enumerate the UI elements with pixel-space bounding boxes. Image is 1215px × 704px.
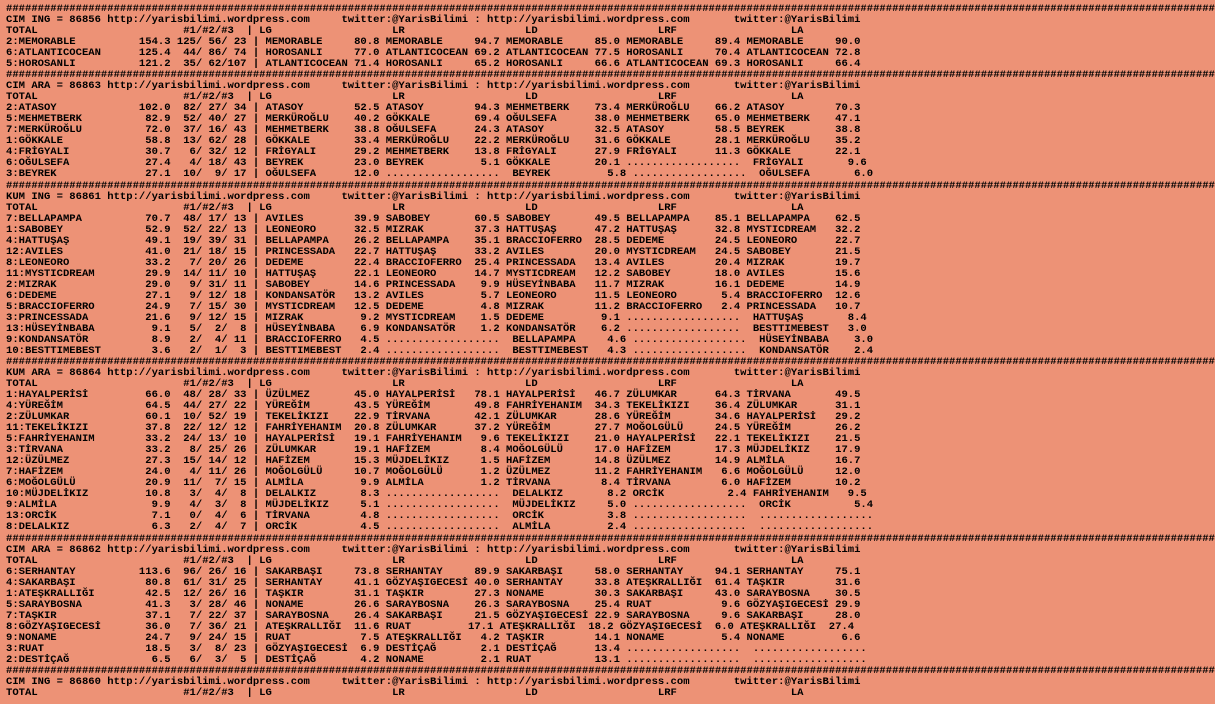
result-line: 2:MIZRAK 29.0 9/ 31/ 11 | SABOBEY 14.6 PRINCESSADA 9.9 HÜSEYİNBABA 11.7 MIZRAK 16.1 DEDEME 14.9 <box>6 278 861 291</box>
result-line: 2:ZÜLUMKAR 60.1 10/ 52/ 19 | TEKELİKIZI 22.9 TİRVANA 42.1 ZÜLUMKAR 28.6 YÜREĞİM 34.6 HAYALPERİSİ 29.2 <box>6 411 861 424</box>
result-line: 1:ATEŞKRALLIĞI 42.5 12/ 26/ 16 | TAŞKIR 31.1 TAŞKIR 27.3 NONAME 30.3 SAKARBAŞI 43.0 SARAYBOSNA 30.5 <box>6 587 861 600</box>
race-header-line: CIM ARA = 86862 http://yarisbilimi.wordpress.com twitter:@YarisBilimi : http://yarisbilimi.wordpress.com twitter:@YarisBilimi <box>6 543 861 556</box>
result-line: 8:LEONEORO 33.2 7/ 20/ 26 | DEDEME 22.4 BRACCIOFERRO 25.4 PRINCESSADA 13.4 AVILES 20.4 MIZRAK 19.7 <box>6 256 861 269</box>
separator-line: ############################################################################################################################################################################################### <box>6 3 1215 15</box>
result-line: 1:GÖKKALE 58.8 13/ 62/ 28 | GÖKKALE 33.4 MERKÜROĞLU 22.2 MERKÜROĞLU 31.6 GÖKKALE 28.1 MERKÜROĞLU 35.2 <box>6 135 861 148</box>
result-line: 9:KONDANSATÖR 8.9 2/ 4/ 11 | BRACCIOFERRO 4.5 .................. BELLAPAMPA 4.6 .................. HÜSEYİNBABA 3.0 <box>6 333 874 346</box>
column-header-line: TOTAL #1/#2/#3 | LG LR LD LRF LA <box>6 554 804 567</box>
result-line: 4:SAKARBAŞI 80.8 61/ 31/ 25 | SERHANTAY 41.1 GÖZYAŞIGECESİ 40.0 SERHANTAY 33.8 ATEŞKRALLIĞI 61.4 TAŞKIR 31.6 <box>6 576 861 589</box>
race-header-line: KUM ING = 86861 http://yarisbilimi.wordpress.com twitter:@YarisBilimi : http://yarisbilimi.wordpress.com twitter:@YarisBilimi <box>6 190 861 203</box>
result-line: 6:MOĞOLGÜLÜ 20.9 11/ 7/ 15 | ALMİLA 9.9 ALMİLA 1.2 TİRVANA 8.4 TİRVANA 6.0 HAFİZEM 10.2 <box>6 477 861 490</box>
column-header-line: TOTAL #1/#2/#3 | LG LR LD LRF LA <box>6 91 804 104</box>
result-line: 3:PRINCESSADA 21.6 9/ 12/ 15 | MIZRAK 9.2 MYSTICDREAM 1.5 DEDEME 9.1 .................. HATTUŞAŞ 8.4 <box>6 311 867 324</box>
result-line: 7:MERKÜROĞLU 72.0 37/ 16/ 43 | MEHMETBERK 38.8 OĞULSEFA 24.3 ATASOY 32.5 ATASOY 58.5 BEYREK 38.8 <box>6 124 861 137</box>
separator-line: ############################################################################################################################################################################################### <box>6 69 1215 82</box>
column-header-line: TOTAL #1/#2/#3 | LG LR LD LRF LA <box>6 201 804 214</box>
separator-line: ############################################################################################################################################################################################### <box>6 532 1215 545</box>
race-header-line: CIM ING = 86860 http://yarisbilimi.wordpress.com twitter:@YarisBilimi : http://yarisbilimi.wordpress.com twitter:@YarisBilimi <box>6 675 861 688</box>
result-line: 5:MEHMETBERK 82.9 52/ 40/ 27 | MERKÜROĞLU 40.2 GÖKKALE 69.4 OĞULSEFA 38.0 MEHMETBERK 65.0 MEHMETBERK 47.1 <box>6 113 861 126</box>
result-line: 5:SARAYBOSNA 41.3 3/ 28/ 46 | NONAME 26.6 SARAYBOSNA 26.3 SARAYBOSNA 25.4 RUAT 9.6 GÖZYAŞIGECESİ 29.9 <box>6 598 861 611</box>
result-line: 4:FRİGYALI 30.7 6/ 32/ 12 | FRİGYALI 29.2 MEHMETBERK 13.8 FRİGYALI 27.9 FRİGYALI 11.3 GÖKKALE 22.1 <box>6 146 861 159</box>
result-line: 6:OĞULSEFA 27.4 4/ 18/ 43 | BEYREK 23.0 BEYREK 5.1 GÖKKALE 20.1 .................. FRİGYALI 9.6 <box>6 157 867 170</box>
race-header-line: CIM ING = 86856 http://yarisbilimi.wordpress.com twitter:@YarisBilimi : http://yarisbilimi.wordpress.com twitter:@YarisBilimi <box>6 14 861 27</box>
result-line: 8:GÖZYAŞIGECESİ 36.0 7/ 36/ 21 | ATEŞKRALLIĞI 11.6 RUAT 17.1 ATEŞKRALLIĞI 18.2 GÖZYAŞIGECESİ 6.0 ATEŞKRALLIĞI 27.4 <box>6 620 855 633</box>
result-line: 12:AVILES 41.0 21/ 18/ 15 | PRINCESSADA 22.7 HATTUŞAŞ 33.2 AVILES 20.0 MYSTICDREAM 24.5 SABOBEY 21.5 <box>6 245 861 258</box>
results-text-sheet <box>6 4 1215 699</box>
column-header-line: TOTAL #1/#2/#3 | LG LR LD LRF LA <box>6 686 804 699</box>
result-line: 9:NONAME 24.7 9/ 24/ 15 | RUAT 7.5 ATEŞKRALLIĞI 4.2 TAŞKIR 14.1 NONAME 5.4 NONAME 6.6 <box>6 631 861 644</box>
result-line: 4:HATTUŞAŞ 49.1 19/ 39/ 31 | BELLAPAMPA 26.2 BELLAPAMPA 35.1 BRACCIOFERRO 28.5 DEDEME 24.5 LEONEORO 22.7 <box>6 234 861 247</box>
result-line: 6:ATLANTICOCEAN 125.4 44/ 86/ 74 | HOROSANLI 77.0 ATLANTICOCEAN 69.2 ATLANTICOCEAN 77.5 HOROSANLI 70.4 ATLANTICOCEAN 72.8 <box>6 47 861 60</box>
result-line: 7:HAFİZEM 24.0 4/ 11/ 26 | MOĞOLGÜLÜ 10.7 MOĞOLGÜLÜ 1.2 ÜZÜLMEZ 11.2 FAHRİYEHANIM 6.6 MOĞOLGÜLÜ 12.0 <box>6 466 861 479</box>
result-line: 2:ATASOY 102.0 82/ 27/ 34 | ATASOY 52.5 ATASOY 94.3 MEHMETBERK 73.4 MERKÜROĞLU 66.2 ATASOY 70.3 <box>6 102 861 115</box>
result-line: 1:HAYALPERİSİ 66.0 48/ 28/ 33 | ÜZÜLMEZ 45.0 HAYALPERİSİ 78.1 HAYALPERİSİ 46.7 ZÜLUMKAR 64.3 TİRVANA 49.5 <box>6 389 861 402</box>
result-line: 1:SABOBEY 52.9 52/ 22/ 13 | LEONEORO 32.5 MIZRAK 37.3 HATTUŞAŞ 47.2 HATTUŞAŞ 32.8 MYSTICDREAM 32.2 <box>6 223 861 236</box>
result-line: 12:ÜZÜLMEZ 27.3 15/ 14/ 12 | HAFİZEM 15.3 MÜJDELİKIZ 1.5 HAFİZEM 14.8 ÜZÜLMEZ 14.9 ALMİLA 16.7 <box>6 455 861 468</box>
result-line: 9:ALMİLA 9.9 4/ 3/ 8 | MÜJDELİKIZ 5.1 .................. MÜJDELİKIZ 5.0 .................. ORCİK 5.4 <box>6 499 874 512</box>
result-line: 7:TAŞKIR 37.1 7/ 22/ 37 | SARAYBOSNA 26.4 SAKARBAŞI 21.5 GÖZYAŞIGECESİ 22.9 SARAYBOSNA 9.6 SAKARBAŞI 28.0 <box>6 609 861 622</box>
race-header-line: CIM ARA = 86863 http://yarisbilimi.wordpress.com twitter:@YarisBilimi : http://yarisbilimi.wordpress.com twitter:@YarisBilimi <box>6 80 861 93</box>
separator-line: ############################################################################################################################################################################################### <box>6 356 1215 368</box>
result-line: 8:DELALKIZ 6.3 2/ 4/ 7 | ORCİK 4.5 .................. ALMİLA 2.4 .................. .................. <box>6 521 874 534</box>
result-line: 3:BEYREK 27.1 10/ 9/ 17 | OĞULSEFA 12.0 .................. BEYREK 5.8 .................. OĞULSEFA 6.0 <box>6 168 874 181</box>
column-header-line: TOTAL #1/#2/#3 | LG LR LD LRF LA <box>6 378 804 391</box>
result-line: 13:HÜSEYİNBABA 9.1 5/ 2/ 8 | HÜSEYİNBABA 6.9 KONDANSATÖR 1.2 KONDANSATÖR 6.2 .................. BESTTIMEBEST 3.0 <box>6 322 867 335</box>
result-line: 11:TEKELİKIZI 37.8 22/ 12/ 12 | FAHRİYEHANIM 20.8 ZÜLUMKAR 37.2 YÜREĞİM 27.7 MOĞOLGÜLÜ 24.5 YÜREĞİM 26.2 <box>6 422 861 435</box>
result-line: 10:BESTTIMEBEST 3.6 2/ 1/ 3 | BESTTIMEBEST 2.4 .................. BESTTIMEBEST 4.3 .................. KONDANSATÖR 2.4 <box>6 344 874 357</box>
result-line: 2:MEMORABLE 154.3 125/ 56/ 23 | MEMORABLE 80.8 MEMORABLE 94.7 MEMORABLE 85.0 MEMORABLE 89.4 MEMORABLE 90.0 <box>6 36 861 49</box>
race-header-line: KUM ARA = 86864 http://yarisbilimi.wordpress.com twitter:@YarisBilimi : http://yarisbilimi.wordpress.com twitter:@YarisBilimi <box>6 367 861 380</box>
result-line: 3:TİRVANA 33.2 8/ 25/ 26 | ZÜLUMKAR 19.1 HAFİZEM 8.4 MOĞOLGÜLÜ 17.0 HAFİZEM 17.3 MÜJDELİKIZ 17.9 <box>6 444 861 457</box>
result-line: 13:ORCİK 7.1 0/ 4/ 6 | TİRVANA 4.8 .................. ORCİK 3.8 .................. .................. <box>6 510 874 523</box>
result-line: 6:DEDEME 27.1 9/ 12/ 18 | KONDANSATÖR 13.2 AVILES 5.7 LEONEORO 11.5 LEONEORO 5.4 BRACCIOFERRO 12.6 <box>6 289 861 302</box>
result-line: 7:BELLAPAMPA 70.7 48/ 17/ 13 | AVILES 39.9 SABOBEY 60.5 SABOBEY 49.5 BELLAPAMPA 85.1 BELLAPAMPA 62.5 <box>6 212 861 225</box>
result-line: 5:BRACCIOFERRO 24.9 7/ 15/ 30 | MYSTICDREAM 12.5 DEDEME 4.8 MIZRAK 11.2 BRACCIOFERRO 2.4 PRINCESSADA 10.7 <box>6 300 861 313</box>
separator-line: ############################################################################################################################################################################################### <box>6 664 1215 677</box>
result-line: 11:MYSTICDREAM 29.9 14/ 11/ 10 | HATTUŞAŞ 22.1 LEONEORO 14.7 MYSTICDREAM 12.2 SABOBEY 18.0 AVILES 15.6 <box>6 267 861 280</box>
result-line: 5:HOROSANLI 121.2 35/ 62/107 | ATLANTICOCEAN 71.4 HOROSANLI 65.2 HOROSANLI 66.6 ATLANTICOCEAN 69.3 HOROSANLI 66.4 <box>6 58 861 71</box>
result-line: 5:FAHRİYEHANIM 33.2 24/ 13/ 10 | HAYALPERİSİ 19.1 FAHRİYEHANIM 9.6 TEKELİKIZI 21.0 HAYALPERİSİ 22.1 TEKELİKIZI 21.5 <box>6 433 861 446</box>
result-line: 2:DESTİÇAĞ 6.5 6/ 3/ 5 | DESTİÇAĞ 4.2 NONAME 2.1 RUAT 13.1 .................. .................. <box>6 653 867 666</box>
result-line: 3:RUAT 18.5 3/ 8/ 23 | GÖZYAŞIGECESİ 6.9 DESTİÇAĞ 2.1 DESTİÇAĞ 13.4 .................. .................. <box>6 642 867 655</box>
separator-line: ############################################################################################################################################################################################### <box>6 179 1215 192</box>
result-line: 4:YÜREĞİM 64.5 44/ 27/ 22 | YÜREĞİM 43.5 YÜREĞİM 49.8 FAHRİYEHANIM 34.3 TEKELİKIZI 36.4 ZÜLUMKAR 31.1 <box>6 400 861 413</box>
result-line: 10:MÜJDELİKIZ 10.8 3/ 4/ 8 | DELALKIZ 8.3 .................. DELALKIZ 8.2 ORCİK 2.4 FAHRİYEHANIM 9.5 <box>6 488 867 501</box>
column-header-line: TOTAL #1/#2/#3 | LG LR LD LRF LA <box>6 25 804 38</box>
result-line: 6:SERHANTAY 113.6 96/ 26/ 16 | SAKARBAŞI 73.8 SERHANTAY 89.9 SAKARBAŞI 58.0 SERHANTAY 94.1 SERHANTAY 75.1 <box>6 565 861 578</box>
